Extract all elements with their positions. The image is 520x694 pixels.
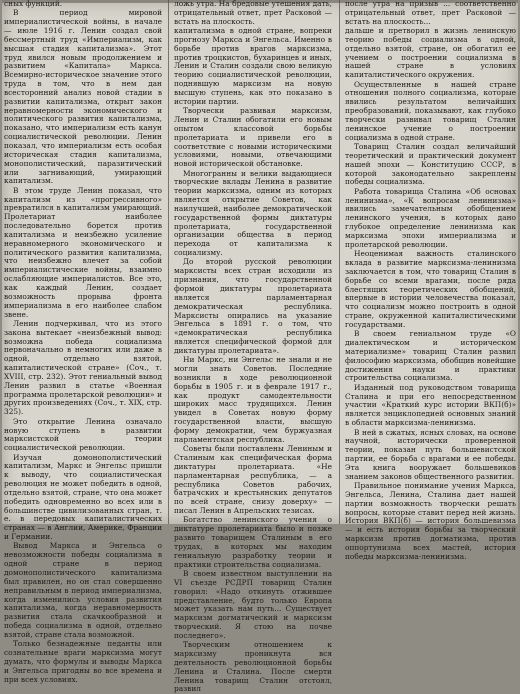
paragraph: Неоценимая важность сталинского вклада в развитие марксизма-ленинизма заключается в том, что товарищ Сталин в борьбе со всеми врагами, после ряда блестящих теоретических обобщений, впервые в истории человечества показал, что социализм можно построить в одной стране, окруженной капиталистическими государствами. bbox=[345, 249, 516, 329]
paragraph: В своем гениальном труде «О диалектическом и историческом материализме» товарищ Сталин развил философию марксизма, обобщив новейшие достижения науки и практики строительства социализма. bbox=[345, 329, 516, 383]
text-column-3 bbox=[345, 0, 516, 561]
paragraph: сных функций. bbox=[4, 0, 63, 8]
paragraph: Ленин подчеркивал, что из этого закона вытекает «неизбежный вывод: возможна победа социализма первоначально в немногих или даже в одной, отдельно взятой, капиталистической стране» (Соч., т. XVIII, стр. 232). Этот гениальный вывод Ленин развил в статье «Военная программа пролетарской революции» и других произведениях (Соч., т. XIX, стр. 325). bbox=[4, 318, 162, 417]
paragraph: В этом труде Ленин показал, что капитализм из «прогрессивного» превратился в капитализм умирающий. Пролетариат наиболее последовательно борется против капитализма и неизбежно усиление неравномерного экономического и политического развития капитализма, что неизбежно влечет за собой империалистические войны, взаимно ослабляющие империалистов. Все это, как каждый Ленин, создает возможность прорыва фронта империализма в его наиболее слабом звене. bbox=[4, 185, 162, 319]
text-column-2 bbox=[174, 0, 332, 694]
paragraph: Изучая домонополистический капитализм, Маркс и Энгельс пришли к выводу, что социалистическая революция не может победить в одной, отдельно взятой, стране, что она может победить одновременно во всех или в большинстве цивилизованных стран, т. е. в передовых капиталистических странах — в Англии, Америке, Франции и Германии. bbox=[4, 452, 162, 542]
paragraph: дальше и претворил в жизнь ленинскую теорию победы социализма в одной, отдельно взятой, стране, он обогатил ее учением о построении социализма в нашей стране в условиях капиталистического окружения. bbox=[345, 26, 516, 80]
paragraph: Осуществленные в нашей стране отношения полного социализма, которые явились результатом величайших преобразований, показывают, как глубоко творчески развивал товарищ Сталин ленинское учение о построении социализма в одной стране. bbox=[345, 79, 516, 142]
paragraph: В ней в сжатых, ясных словах, на основе научной, исторически проверенной теории, показан путь большевистской партии, ее борьба с врагами и ее победы. Эта книга вооружает большевиков знанием законов общественного развития. bbox=[345, 427, 516, 481]
paragraph: Только безнадежные педанты или сознательные враги марксизма могут думать, что формулы и выводы Маркса и Энгельса пригодны во все времена и при всех условиях. bbox=[4, 639, 162, 684]
paragraph: Творческим отношением к марксизму проникнута вся деятельность революционной борьбы Ленина и Сталина. После смерти Ленина товарищ Сталин отстоял, развил bbox=[174, 640, 332, 694]
paragraph: ложь утра. На бредовые утешения дать, отрицательный ответ, прет Расковой — встать на плоскость. bbox=[174, 0, 332, 26]
paragraph: Товарищ Сталин создал величайший теоретический и практический документ нашей эпохи — Конституцию СССР, в которой законодательно закреплены победы социализма. bbox=[345, 142, 516, 187]
paragraph: Изданный под руководством товарища Сталина и при его непосредственном участии «Краткий курс истории ВКП(б)» является энциклопедией основных знаний в области марксизма-ленинизма. bbox=[345, 382, 516, 428]
paragraph: после утра на призыв ... соответственно отрицательный ответ, прет Расковой — встать на плоскость... bbox=[345, 0, 516, 26]
paragraph: Многогранны и велики выдающиеся творческие вклады Ленина в развитие теории марксизма, одним из которых является открытие Советов, как наилучшей, наиболее демократической государственной формы диктатуры пролетариата, государственной организации общества в период перехода от капитализма к социализму. bbox=[174, 168, 332, 258]
paragraph: В своем известном выступлении на VI съезде РСДРП товарищ Сталин говорил: «Надо откинуть отжившее представление, будто только Европа может указать нам путь... Существует марксизм догматический и марксизм творческий. Я стою на почве последнего». bbox=[174, 569, 332, 640]
paragraph: Вывод Маркса и Энгельса о невозможности победы социализма в одной стране в период домонополистического капитализма был правилен, но он стал совершенно неправильным в период империализма, когда изменились условия развития капитализма, когда неравномерность развития стала скачкообразной и победа социализма в одной, отдельно взятой, стране стала возможной. bbox=[4, 541, 162, 639]
paragraph: капитализма в одной стране, вопреки прогнозу Маркса и Энгельса. Именно в борьбе против врагов марксизма, против троцкистов, бухаринцев и иных, Ленин и Сталин создали свою великую теорию социалистической революции, поднявшую марксизм на новую высшую ступень, как это показано в истории партии. bbox=[174, 26, 332, 106]
newspaper-page bbox=[2, 0, 518, 694]
paragraph: Богатство ленинского учения о диктатуре пролетариата было и позже развито товарищем Сталиным в его трудах, в которых мы находим гениальную разработку теории и практики строительства социализма. bbox=[174, 515, 332, 569]
paragraph: Ни Маркс, ни Энгельс не знали и не могли знать Советов. Последние возникли в ходе революционной борьбы в 1905 г. и в феврале 1917 г., как продукт самодеятельности широких масс трудящихся. Ленин увидел в Советах новую форму государственной власти, высшую форму демократии, чем буржуазная парламентская республика. bbox=[174, 355, 332, 444]
paragraph: Советы были поставлены Лениным и Сталиным как специфическая форма диктатуры пролетариата. «Не парламентарная республика, — а республика Советов рабочих, батрачских и крестьянских депутатов по всей стране, снизу доверху» — писал Ленин в Апрельских тезисах. bbox=[174, 444, 332, 516]
column-divider bbox=[168, 0, 169, 524]
paragraph: Работа товарища Сталина «Об основах ленинизма», «К вопросам ленинизма» явились замечательным обобщением ленинского учения, в которых дано глубокое определение ленинизма как марксизма эпохи империализма и пролетарской революции. bbox=[345, 186, 516, 249]
paragraph: В период мировой империалистической войны, в начале — июле 1916 г. Ленин создал свой бессмертный труд «Империализм, как высшая стадия капитализма». Этот труд явился новым продолжением и развитием «Капитала» Маркса. Всемирно-историческое значение этого труда в том, что в нем дан всесторонний анализ новой стадии в развитии капитализма, открыт закон неравномерности экономического и политического развития капитализма, показано, что империализм есть канун социалистической революции. Ленин показал, что империализм есть особая историческая стадия капитализма, монополистический, паразитический или загнивающий, умирающий капитализм. bbox=[4, 8, 162, 186]
text-column-1 bbox=[4, 0, 162, 684]
paragraph: Творчески развивая марксизм, Ленин и Сталин обогатили его новым опытом классовой борьбы пролетариата и привели его в соответствие с новыми историческими условиями, новыми, отвечающими новой исторической обстановке. bbox=[174, 106, 332, 169]
column-divider bbox=[339, 0, 340, 524]
paragraph: Это открытие Ленина означало новую ступень в развитии марксистской теории социалистической революции. bbox=[4, 416, 162, 453]
paragraph: До второй русской революции марксисты всех стран исходили из признания, что государственной формой диктатуры пролетариата является парламентарная демократическая республика. Марксисты опирались на указание Энгельса в 1891 г. о том, что «демократическая республика является специфической формой для диктатуры пролетариата». bbox=[174, 257, 332, 355]
paragraph: Правильное понимание учения Маркса, Энгельса, Ленина, Сталина дает нашей партии возможность творчески решать вопросы, которые ставит перед ней жизнь. История ВКП(б) — история большевизма — и есть история борьбы за творческий марксизм против догматизма, против оппортунизма всех мастей, история победы марксизма-ленинизма. bbox=[345, 481, 516, 561]
